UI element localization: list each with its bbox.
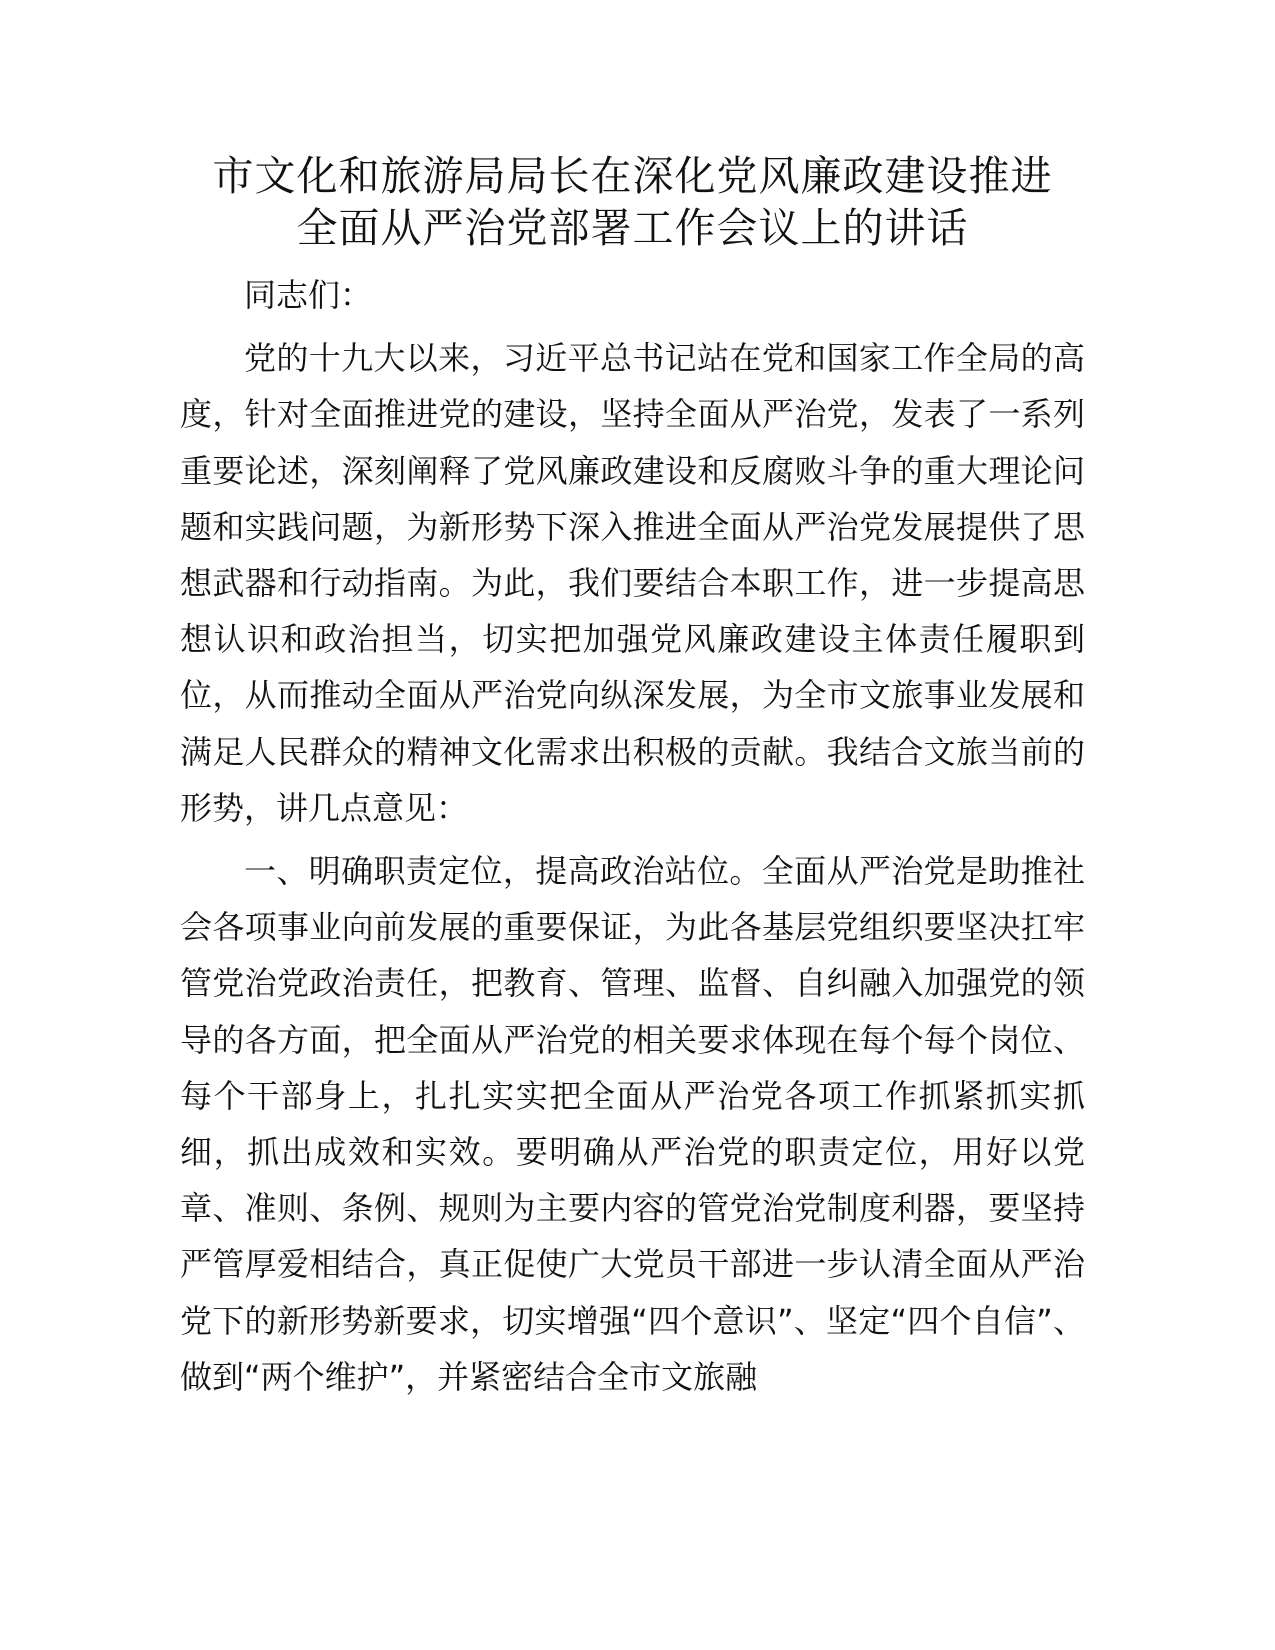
document-page: [180, 150, 1085, 1412]
document-title: [180, 150, 1085, 254]
paragraph-section-one: 一、明确职责定位，提高政治站位。全面从严治党是助推社会各项事业向前发展的重要保证，为此各基层党组织要坚决扛牢管党治党政治责任，把教育、管理、监督、自纠融入加强党的领导的各方面，把全面从严治党的相关要求体现在每个每个岗位、每个干部身上，扎扎实实把全面从严治党各项工作抓紧抓实抓细，抓出成效和实效。要明确从严治党的职责定位，用好以党章、准则、条例、规则为主要内容的管党治党制度利器，要坚持严管厚爱相结合，真正促使广大党员干部进一步认清全面从严治党下的新形势新要求，切实增强“四个意识”、坚定“四个自信”、做到“两个维护”，并紧密结合全市文旅融: [180, 852, 1085, 1396]
title-line-1: 市文化和旅游局局长在深化党风廉政建设推进: [212, 152, 1053, 200]
title-line-2: 全面从严治党部署工作会议上的讲话: [296, 204, 969, 252]
salutation: 同志们：: [244, 276, 373, 314]
paragraph-intro: 党的十九大以来，习近平总书记站在党和国家工作全局的高度，针对全面推进党的建设，坚持全面从严治党，发表了一系列重要论述，深刻阐释了党风廉政建设和反腐败斗争的重大理论问题和实践问题，为新形势下深入推进全面从严治党发展提供了思想武器和行动指南。为此，我们要结合本职工作，进一步提高思想认识和政治担当，切实把加强党风廉政建设主体责任履职到位，从而推动全面从严治党向纵深发展，为全市文旅事业发展和满足人民群众的精神文化需求出积极的贡献。我结合文旅当前的形势，讲几点意见：: [180, 339, 1085, 827]
document-body: [180, 267, 1085, 1405]
